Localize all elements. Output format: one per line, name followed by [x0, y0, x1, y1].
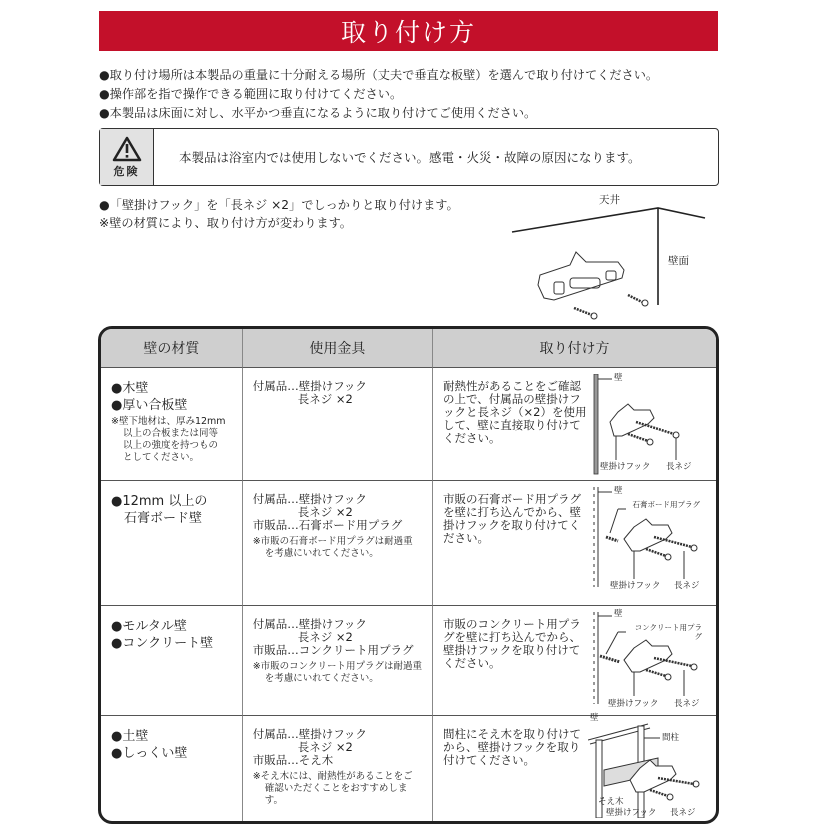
table-row — [101, 606, 716, 716]
note-line: 以上の合板または同等 — [123, 428, 219, 439]
material-cell — [101, 481, 243, 606]
table-row — [101, 716, 716, 821]
plug-label: 石膏ボード用プラグ — [632, 500, 700, 509]
note-line: ※そえ木には、耐熱性があることをご — [252, 771, 413, 782]
method-cell — [433, 481, 716, 606]
note-line: 確認いただくことをおすすめします。 — [264, 783, 408, 806]
wall-label: 壁 — [614, 609, 623, 619]
intro-bullet: ●操作部を指で操作できる範囲に取り付けてください。 — [99, 87, 403, 101]
material-name: ●コンクリート壁 — [111, 636, 214, 651]
gypsum-wall-illustration — [588, 487, 708, 597]
plug-label: コンクリート用プラグ — [634, 623, 702, 641]
hardware-line: 長ネジ ×2 — [297, 505, 353, 519]
material-cell — [101, 606, 243, 716]
note-line: を考慮にいれてください。 — [264, 548, 379, 559]
wood-wall-illustration — [588, 374, 708, 476]
concrete-wall-illustration — [588, 609, 708, 712]
screw-label: 長ネジ — [666, 462, 692, 472]
method-text: 耐熱性があることをご確認の上で、付属品の壁掛けフックと長ネジ（×2）を使用して、壁に直接取り付けてください。 — [443, 379, 587, 445]
material-name: ●木壁 — [111, 381, 149, 396]
hardware-cell — [243, 606, 433, 716]
wall-label: 壁 — [614, 373, 623, 383]
hardware-line: 長ネジ ×2 — [297, 740, 353, 754]
hardware-cell — [243, 481, 433, 606]
wall-surface-label: 壁面 — [668, 255, 689, 267]
note-line: 以上の強度を持つもの — [123, 440, 219, 451]
intro-bullet: ●取り付け場所は本製品の重量に十分耐える場所（丈夫で垂直な板壁）を選んで取り付けてください。 — [99, 68, 659, 82]
note-line: としてください。 — [123, 452, 200, 463]
hardware-line: 長ネジ ×2 — [297, 392, 353, 406]
corner-mounting-illustration — [500, 190, 720, 325]
mounting-note: ●「壁掛けフック」を「長ネジ ×2」でしっかりと取り付けます。 — [99, 198, 459, 212]
stud-label: 間柱 — [662, 733, 680, 743]
hardware-line: 市販品…コンクリート用プラグ — [252, 643, 414, 657]
table-row — [101, 368, 716, 481]
hardware-line: 市販品…石膏ボード用プラグ — [252, 518, 403, 532]
material-name: ●12mm 以上の — [111, 494, 208, 509]
hardware-line: 付属品…壁掛けフック — [252, 379, 367, 393]
material-name: ●モルタル壁 — [111, 619, 187, 634]
danger-label: 危険 — [113, 164, 140, 178]
material-note — [111, 416, 234, 464]
note-line: を考慮にいれてください。 — [264, 673, 379, 684]
warning-badge — [100, 129, 154, 185]
method-text: 市販の石膏ボード用プラグを壁に打ち込んでから、壁掛けフックを取り付けてください。 — [443, 492, 581, 545]
hardware-line: 付属品…壁掛けフック — [252, 727, 367, 741]
wall-label: 壁 — [614, 486, 623, 496]
method-text: 間柱にそえ木を取り付けてから、壁掛けフックを取り付けてください。 — [443, 727, 581, 767]
material-name: ●厚い合板壁 — [111, 398, 188, 413]
table-header-row — [101, 329, 716, 368]
earth-wall-illustration — [588, 713, 708, 818]
material-cell — [101, 716, 243, 821]
col-header-method: 取り付け方 — [433, 329, 716, 368]
screw-label: 長ネジ — [670, 808, 696, 818]
col-header-hardware: 使用金具 — [243, 329, 433, 368]
intro-bullet: ●本製品は床面に対し、水平かつ垂直になるように取り付けてご使用ください。 — [99, 106, 537, 120]
hardware-note — [253, 536, 424, 560]
mounting-note: ※壁の材質により、取り付け方が変わります。 — [99, 216, 352, 230]
screw-label: 長ネジ — [674, 581, 700, 591]
hook-label: 壁掛けフック — [600, 462, 651, 472]
note-line: ※市販の石膏ボード用プラグは耐過重 — [252, 536, 413, 547]
danger-warning-box — [99, 128, 719, 186]
hardware-note — [253, 771, 424, 807]
mounting-notes — [99, 196, 459, 232]
hardware-line: 長ネジ ×2 — [297, 630, 353, 644]
hardware-cell — [243, 716, 433, 821]
hook-label: 壁掛けフック — [610, 581, 661, 591]
material-name: ●しっくい壁 — [111, 746, 188, 761]
screw-label: 長ネジ — [674, 699, 700, 709]
warning-text: 本製品は浴室内では使用しないでください。感電・火災・故障の原因になります。 — [179, 150, 641, 165]
page-title: 取り付け方 — [340, 18, 476, 47]
method-cell — [433, 606, 716, 716]
note-line: ※壁下地材は、厚み12mm — [111, 416, 226, 427]
hook-label: 壁掛けフック — [608, 699, 659, 709]
material-name: 石膏ボード壁 — [124, 511, 203, 526]
warning-triangle-icon — [112, 136, 142, 162]
col-header-material: 壁の材質 — [101, 329, 243, 368]
hardware-note — [253, 661, 424, 685]
note-line: ※市販のコンクリート用プラグは耐過重 — [252, 661, 422, 672]
intro-bullets — [99, 66, 658, 123]
hook-label: 壁掛けフック — [606, 808, 657, 818]
method-cell — [433, 713, 716, 821]
table-row — [101, 481, 716, 606]
material-cell — [101, 368, 243, 481]
page-title-bar — [99, 11, 718, 51]
method-text: 市販のコンクリート用プラグを壁に打ち込んでから、壁掛けフックを取り付けてください。 — [443, 617, 581, 670]
hardware-line: 付属品…壁掛けフック — [252, 617, 367, 631]
method-cell — [433, 368, 716, 481]
wall-label: 壁 — [590, 713, 599, 723]
material-name: ●土壁 — [111, 729, 149, 744]
hardware-line: 市販品…そえ木 — [252, 753, 334, 767]
batten-label: そえ木 — [598, 797, 624, 807]
hardware-cell — [243, 368, 433, 481]
hardware-line: 付属品…壁掛けフック — [252, 492, 367, 506]
wall-material-table — [98, 326, 719, 824]
ceiling-label: 天井 — [599, 194, 620, 206]
